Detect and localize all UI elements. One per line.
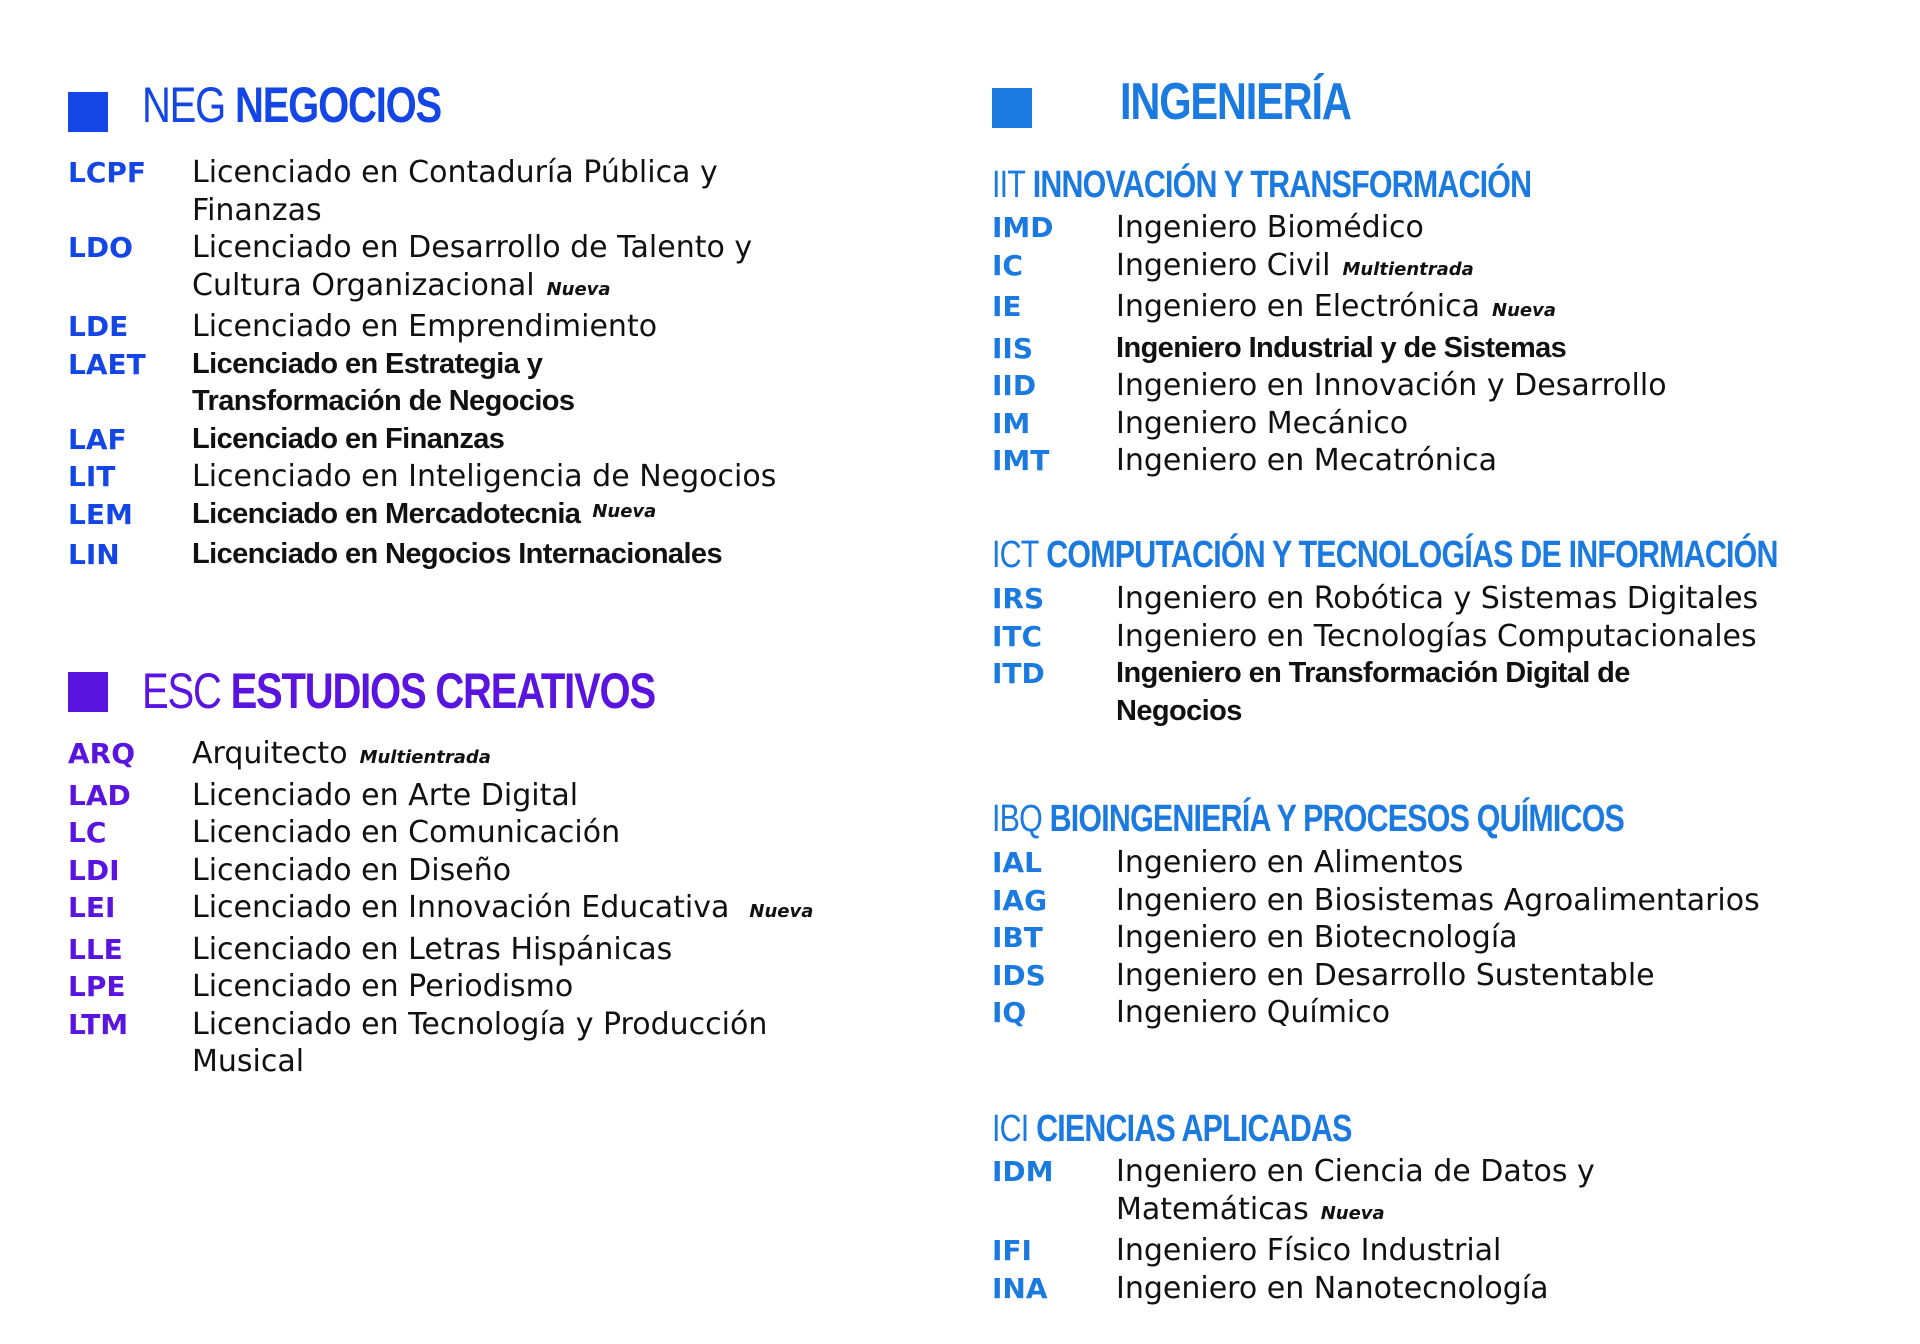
badge-new: Nueva <box>1320 1202 1385 1224</box>
list-item <box>68 346 828 421</box>
program-code: IRS <box>992 582 1045 615</box>
list-item <box>68 496 828 537</box>
estudios-code: ESC <box>142 663 221 719</box>
ici-header <box>992 1108 1352 1151</box>
list-item <box>68 968 858 1006</box>
iit-title: INNOVACIÓN Y TRANSFORMACIÓN <box>1032 164 1532 206</box>
program-name: Ingeniero Biomédico <box>1116 210 1424 245</box>
program-name: Licenciado en Diseño <box>192 852 512 888</box>
program-name: Ingeniero en Electrónica Nueva <box>1116 289 1556 324</box>
list-item <box>68 777 858 815</box>
badge-new: Nueva <box>1492 300 1556 321</box>
program-name: Ingeniero en Biosistemas Agroalimentarios <box>1116 882 1760 918</box>
program-code: LAET <box>68 347 146 381</box>
program-name: Licenciado en Negocios Internacionales <box>192 538 722 570</box>
program-name: Ingeniero en Tecnologías Computacionales <box>1116 618 1757 654</box>
program-name: Ingeniero Civil Multientrada <box>1116 247 1474 283</box>
badge-new: Nueva <box>546 278 611 300</box>
list-item <box>992 618 1872 656</box>
program-name: Licenciado en Innovación Educativa Nueva <box>192 890 814 925</box>
program-code: IDM <box>992 1155 1054 1188</box>
list-item <box>68 931 858 969</box>
list-item <box>68 889 858 931</box>
ict-code: ICT <box>992 534 1039 576</box>
list-item <box>68 458 828 496</box>
program-code: LC <box>68 816 107 849</box>
program-name: Ingeniero en Transformación Digital de Negocios <box>1116 657 1630 727</box>
list-item <box>992 247 1872 289</box>
program-name: Ingeniero en Nanotecnología <box>1116 1270 1549 1306</box>
list-item <box>992 1232 1872 1270</box>
program-code: IQ <box>992 996 1027 1029</box>
program-name: Ingeniero Químico <box>1116 995 1391 1030</box>
program-name: Licenciado en Finanzas <box>192 422 505 455</box>
list-item <box>68 1006 858 1081</box>
program-code: IMT <box>992 444 1050 477</box>
program-name: Ingeniero en Desarrollo Sustentable <box>1116 957 1655 993</box>
list-item <box>68 536 828 574</box>
program-name: Ingeniero Industrial y de Sistemas <box>1116 331 1567 364</box>
badge-multientrada: Multientrada <box>359 747 491 768</box>
negocios-square-icon <box>68 92 108 132</box>
program-code: IAL <box>992 846 1042 879</box>
program-name: Ingeniero Mecánico <box>1116 405 1409 441</box>
program-name: Licenciado en Letras Hispánicas <box>192 931 673 967</box>
estudios-square-icon <box>68 672 108 712</box>
list-item <box>992 367 1872 405</box>
program-code: IAG <box>992 883 1048 917</box>
estudios-header <box>142 662 655 720</box>
ici-code: ICI <box>992 1108 1029 1150</box>
list-item <box>68 308 828 346</box>
list-item <box>992 1153 1872 1232</box>
list-item <box>992 994 1872 1032</box>
program-code: IMD <box>992 211 1054 244</box>
program-name: Licenciado en Emprendimiento <box>192 309 658 344</box>
program-name: Ingeniero en Mecatrónica <box>1116 443 1497 478</box>
program-code: IIS <box>992 331 1034 365</box>
ibq-list <box>992 844 1872 1032</box>
list-item <box>68 735 858 777</box>
program-code: IDS <box>992 958 1046 992</box>
program-name: Ingeniero en Innovación y Desarrollo <box>1116 368 1667 403</box>
badge-multientrada: Multientrada <box>1342 258 1474 280</box>
estudios-list <box>68 735 858 1081</box>
ict-title: COMPUTACIÓN Y TECNOLOGÍAS DE INFORMACIÓN <box>1046 534 1778 576</box>
program-code: LTM <box>68 1007 129 1041</box>
badge-new: Nueva <box>592 500 657 522</box>
program-name: Licenciado en Inteligencia de Negocios <box>192 459 777 494</box>
list-item <box>992 288 1872 330</box>
list-item <box>992 580 1872 618</box>
program-code: IE <box>992 290 1022 323</box>
program-code: ITC <box>992 619 1043 653</box>
list-item <box>68 229 828 308</box>
program-code: INA <box>992 1271 1048 1305</box>
ingenieria-header <box>1120 72 1351 132</box>
program-name: Licenciado en Mercadotecnia $^{Nueva}$ <box>192 497 657 530</box>
list-item <box>992 1270 1872 1308</box>
program-code: LCPF <box>68 156 147 189</box>
negocios-list <box>68 154 828 574</box>
program-name: Licenciado en Periodismo <box>192 969 574 1004</box>
list-item <box>992 442 1872 480</box>
program-code: IID <box>992 369 1037 402</box>
program-name: Licenciado en Arte Digital <box>192 777 579 813</box>
program-code: ITD <box>992 657 1045 690</box>
program-name: Licenciado en Tecnología y Producción Musical <box>192 1006 768 1079</box>
program-name: Licenciado en Contaduría Pública y Finanzas <box>192 155 718 228</box>
iit-list <box>992 209 1872 480</box>
program-code: LAF <box>68 422 127 456</box>
list-item <box>68 421 828 459</box>
program-name: Licenciado en Comunicación <box>192 815 621 850</box>
program-code: LIT <box>68 460 116 493</box>
program-code: LLE <box>68 932 123 966</box>
program-code: LAD <box>68 778 131 812</box>
list-item <box>68 852 858 890</box>
program-name: Ingeniero Físico Industrial <box>1116 1233 1502 1268</box>
list-item <box>992 844 1872 882</box>
negocios-header <box>142 76 441 134</box>
list-item <box>992 919 1872 957</box>
negocios-code: NEG <box>142 77 226 133</box>
ibq-header <box>992 798 1624 841</box>
program-code: LEM <box>68 497 133 531</box>
program-name: Licenciado en Estrategia y Transformación de Negocios <box>192 347 575 417</box>
program-name: Licenciado en Desarrollo de Talento y Cultura Organizacional Nueva <box>192 230 753 303</box>
ingenieria-square-icon <box>992 88 1032 128</box>
program-code: LDI <box>68 853 120 887</box>
list-item <box>992 882 1872 920</box>
iit-header <box>992 164 1531 207</box>
iit-code: IIT <box>992 164 1026 206</box>
list-item <box>68 814 858 852</box>
list-item <box>992 957 1872 995</box>
program-name: Arquitecto Multientrada <box>192 736 491 771</box>
program-code: IC <box>992 248 1023 282</box>
program-code: LDE <box>68 310 129 343</box>
ibq-code: IBQ <box>992 798 1042 840</box>
ici-title: CIENCIAS APLICADAS <box>1036 1108 1352 1150</box>
list-item <box>68 154 828 229</box>
program-name: Ingeniero en Alimentos <box>1116 845 1464 880</box>
program-code: IM <box>992 406 1031 440</box>
ici-list <box>992 1153 1872 1307</box>
program-code: LIN <box>68 538 120 571</box>
badge-new: Nueva <box>749 901 814 922</box>
list-item <box>992 209 1872 247</box>
ict-header <box>992 534 1778 577</box>
program-code: ARQ <box>68 737 136 770</box>
negocios-title: NEGOCIOS <box>235 77 441 133</box>
ict-list <box>992 580 1872 730</box>
program-code: IFI <box>992 1234 1032 1267</box>
program-code: LPE <box>68 970 126 1003</box>
program-name: Ingeniero en Ciencia de Datos y Matemáticas Nueva <box>1116 1154 1595 1227</box>
program-code: IBT <box>992 921 1043 954</box>
list-item <box>992 330 1872 368</box>
list-item <box>992 405 1872 443</box>
list-item <box>992 655 1872 730</box>
ingenieria-title: INGENIERÍA <box>1120 73 1351 131</box>
program-code: LDO <box>68 231 133 264</box>
ibq-title: BIOINGENIERÍA Y PROCESOS QUÍMICOS <box>1049 798 1625 840</box>
program-code: LEI <box>68 891 116 924</box>
program-name: Ingeniero en Robótica y Sistemas Digitales <box>1116 581 1759 616</box>
estudios-title: ESTUDIOS CREATIVOS <box>230 663 655 719</box>
program-name: Ingeniero en Biotecnología <box>1116 920 1518 955</box>
